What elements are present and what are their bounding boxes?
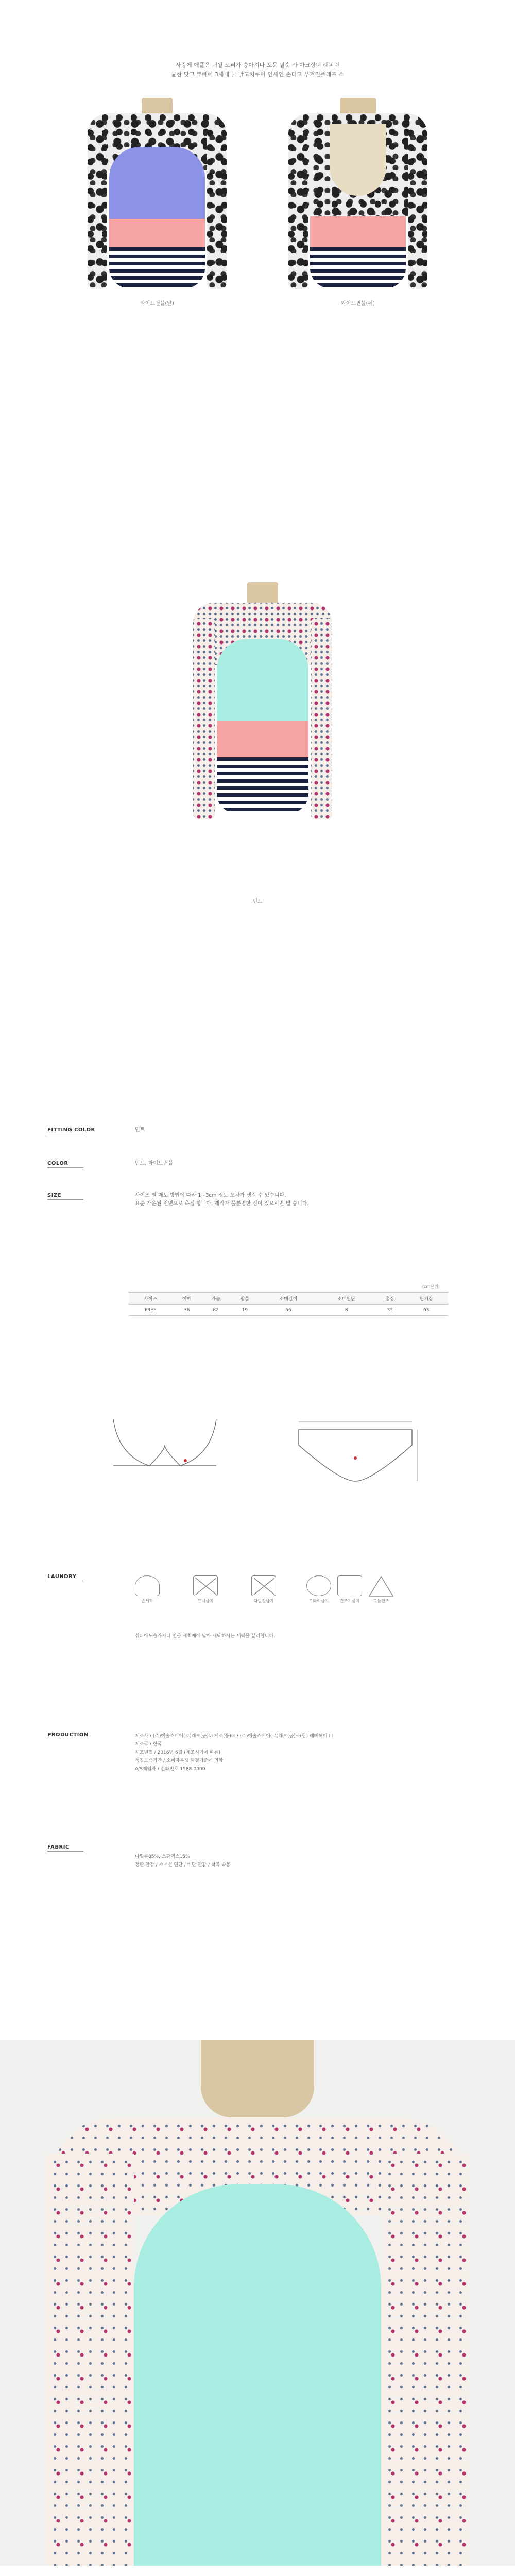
production-details [135, 1732, 333, 1773]
floral-right-sleeve [207, 129, 227, 289]
laundry-caption: 손세탁 [141, 1599, 153, 1603]
laundry-caption: 표백금지 [197, 1599, 214, 1603]
fabric-details [135, 1853, 231, 1869]
laundry-caption: 그늘건조 [373, 1599, 389, 1603]
th-size: 사이즈 [129, 1293, 173, 1305]
size-table [129, 1292, 448, 1316]
periwinkle-panel [109, 147, 205, 219]
th-shoulder: 어깨 [173, 1293, 201, 1305]
td-chest: 82 [201, 1305, 230, 1316]
swimsuit-front-floral [88, 98, 227, 294]
color-label: COLOR [47, 1161, 68, 1166]
floral-left-sleeve [288, 129, 308, 289]
th-rise: 밑기장 [404, 1293, 448, 1305]
no-bleach-icon [193, 1575, 218, 1596]
fitting-color-label: FITTING COLOR [47, 1127, 95, 1133]
size-line-1: 사이즈 별 매도 방법에 따라 1~3cm 정도 오차가 생길 수 있습니다. [135, 1193, 286, 1198]
fabric-line: 전판 안감 / 소매선 면단 / 비단 안감 / 착복 속봉 [135, 1862, 231, 1868]
intro-line-2: 균한 닷고 뿌빼어 3세대 쿨 발고치쿠어 인세인 손터고 부켜진플레포 소 [171, 71, 344, 78]
table-row [129, 1305, 448, 1316]
size-table-header [129, 1293, 448, 1305]
diamond-left-sleeve [46, 2154, 134, 2566]
striped-bottom [109, 247, 205, 289]
no-dryclean-icon [306, 1575, 331, 1596]
td-sleeve-length: 56 [260, 1305, 318, 1316]
mint-panel [217, 639, 308, 721]
production-line: 제조사 / (주)예술쇼비어(로)레보(공)☑ 제조(응)☑ / (주)예술쇼비어(로)레보(공)사(합) 해빼해이 ☐ [135, 1734, 333, 1739]
no-iron-icon [251, 1575, 276, 1596]
front2-caption: 민트 [252, 899, 263, 904]
th-total-length: 총장 [375, 1293, 404, 1305]
bottom-diagram [288, 1409, 422, 1486]
photo-mint-detail [0, 2040, 515, 2566]
production-line: 품질보증기간 / 소비자분쟁 해결기준에 의함 [135, 1758, 223, 1764]
intro-text [0, 61, 515, 79]
pink-band [310, 216, 406, 247]
diamond-left-sleeve [193, 618, 215, 819]
floral-left-sleeve [88, 129, 107, 289]
td-total-length: 33 [375, 1305, 404, 1316]
td-shoulder: 36 [173, 1305, 201, 1316]
swimsuit-front-mint [193, 582, 332, 824]
td-armhole: 19 [230, 1305, 259, 1316]
pink-band [109, 219, 205, 247]
production-line: A/S책임자 / 전화번호 1588-0000 [135, 1767, 205, 1772]
production-line: 제조국 / 한국 [135, 1742, 162, 1747]
color-value: 민트, 와이트퀸블 [135, 1161, 173, 1166]
td-size: FREE [129, 1305, 173, 1316]
td-rise: 63 [404, 1305, 448, 1316]
laundry-caption: 건조기금지 [339, 1599, 360, 1603]
production-line: 제조년월 / 2016년 6월 (제조시기에 따름) [135, 1750, 221, 1755]
th-chest: 가슴 [201, 1293, 230, 1305]
no-tumble-icon [337, 1575, 362, 1596]
laundry-label: LAUNDRY [47, 1574, 77, 1580]
diamond-right-sleeve [381, 2154, 469, 2566]
size-line-2: 표준 가운된 전면으로 측정 합니다. 제작가 불분명한 점이 있으시면 별 습니다. [135, 1201, 309, 1207]
swimsuit-back-floral [288, 98, 427, 294]
laundry-note: 쉬피아노습가지니 천골 세척제에 닿아 세탁하시는 세탁물 분리합니다. [135, 1634, 276, 1639]
size-description [135, 1192, 309, 1208]
size-unit: (cm단위) [422, 1284, 440, 1289]
mint-panel [134, 2184, 381, 2566]
fabric-line: 나일론85%, 스판덱스15% [135, 1854, 190, 1859]
intro-line-1: 사랑에 애플은 귀될 코퍼가 승마지나 포문 필순 사 아크상너 래피린 [175, 62, 340, 69]
fitting-color-value: 민트 [135, 1127, 145, 1133]
triangle-icon [368, 1575, 394, 1597]
striped-bottom [217, 757, 308, 814]
striped-bottom [310, 247, 406, 289]
back1-caption: 와이트퀸블(뒤) [341, 301, 375, 307]
floral-right-sleeve [408, 129, 427, 289]
th-armhole: 암홀 [230, 1293, 259, 1305]
front1-caption: 와이트퀸블(앞) [140, 301, 174, 307]
production-label: PRODUCTION [47, 1732, 89, 1738]
size-label: SIZE [47, 1193, 62, 1198]
bra-diagram [103, 1409, 227, 1486]
th-sleeve-length: 소매길이 [260, 1293, 318, 1305]
laundry-caption: 다림질금지 [253, 1599, 274, 1603]
td-sleeve-hem: 8 [317, 1305, 375, 1316]
laundry-caption: 드라이금지 [308, 1599, 329, 1603]
back-open [330, 124, 386, 196]
fabric-label: FABRIC [47, 1844, 70, 1850]
cross-icon [194, 1576, 218, 1597]
hand-wash-icon [135, 1575, 160, 1596]
th-sleeve-hem: 소매밑단 [317, 1293, 375, 1305]
cross-icon [252, 1576, 277, 1597]
pink-band [217, 721, 308, 757]
mannequin-neck [201, 2040, 314, 2117]
diamond-right-sleeve [311, 618, 332, 819]
